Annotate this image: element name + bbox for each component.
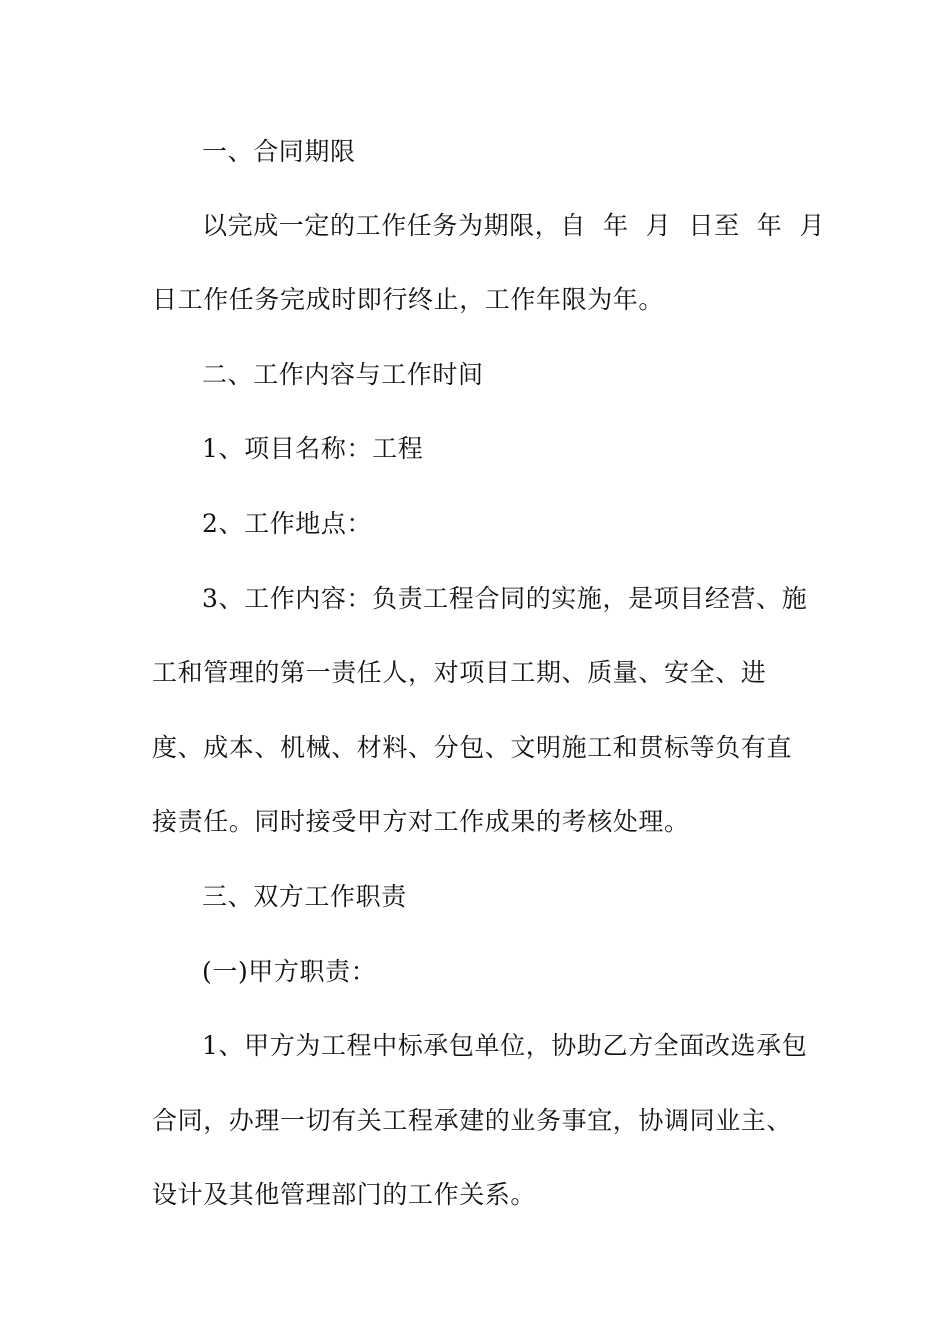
paragraph-line: 以完成一定的工作任务为期限，自 年 月 日至 年 月 [202, 211, 826, 240]
list-item: 3、工作内容：负责工程合同的实施，是项目经营、施 [202, 584, 808, 613]
paragraph-line: 工和管理的第一责任人，对项目工期、质量、安全、进 [152, 658, 767, 687]
paragraph-line: 度、成本、机械、材料、分包、文明施工和贯标等负有直 [152, 733, 793, 762]
subsection-heading: (一)甲方职责： [202, 957, 377, 986]
list-item: 1、甲方为工程中标承包单位，协助乙方全面改选承包 [202, 1031, 808, 1060]
paragraph-line: 设计及其他管理部门的工作关系。 [152, 1180, 537, 1209]
paragraph-line: 接责任。同时接受甲方对工作成果的考核处理。 [152, 807, 690, 836]
list-item: 1、项目名称：工程 [202, 434, 424, 463]
paragraph-line: 日工作任务完成时即行终止，工作年限为年。 [152, 285, 665, 314]
section-heading-contract-term: 一、合同期限 [202, 137, 356, 166]
section-heading-responsibilities: 三、双方工作职责 [202, 882, 407, 911]
paragraph-line: 合同，办理一切有关工程承建的业务事宜，协调同业主、 [152, 1106, 793, 1135]
list-item: 2、工作地点： [202, 509, 373, 538]
section-heading-work-content: 二、工作内容与工作时间 [202, 360, 484, 389]
